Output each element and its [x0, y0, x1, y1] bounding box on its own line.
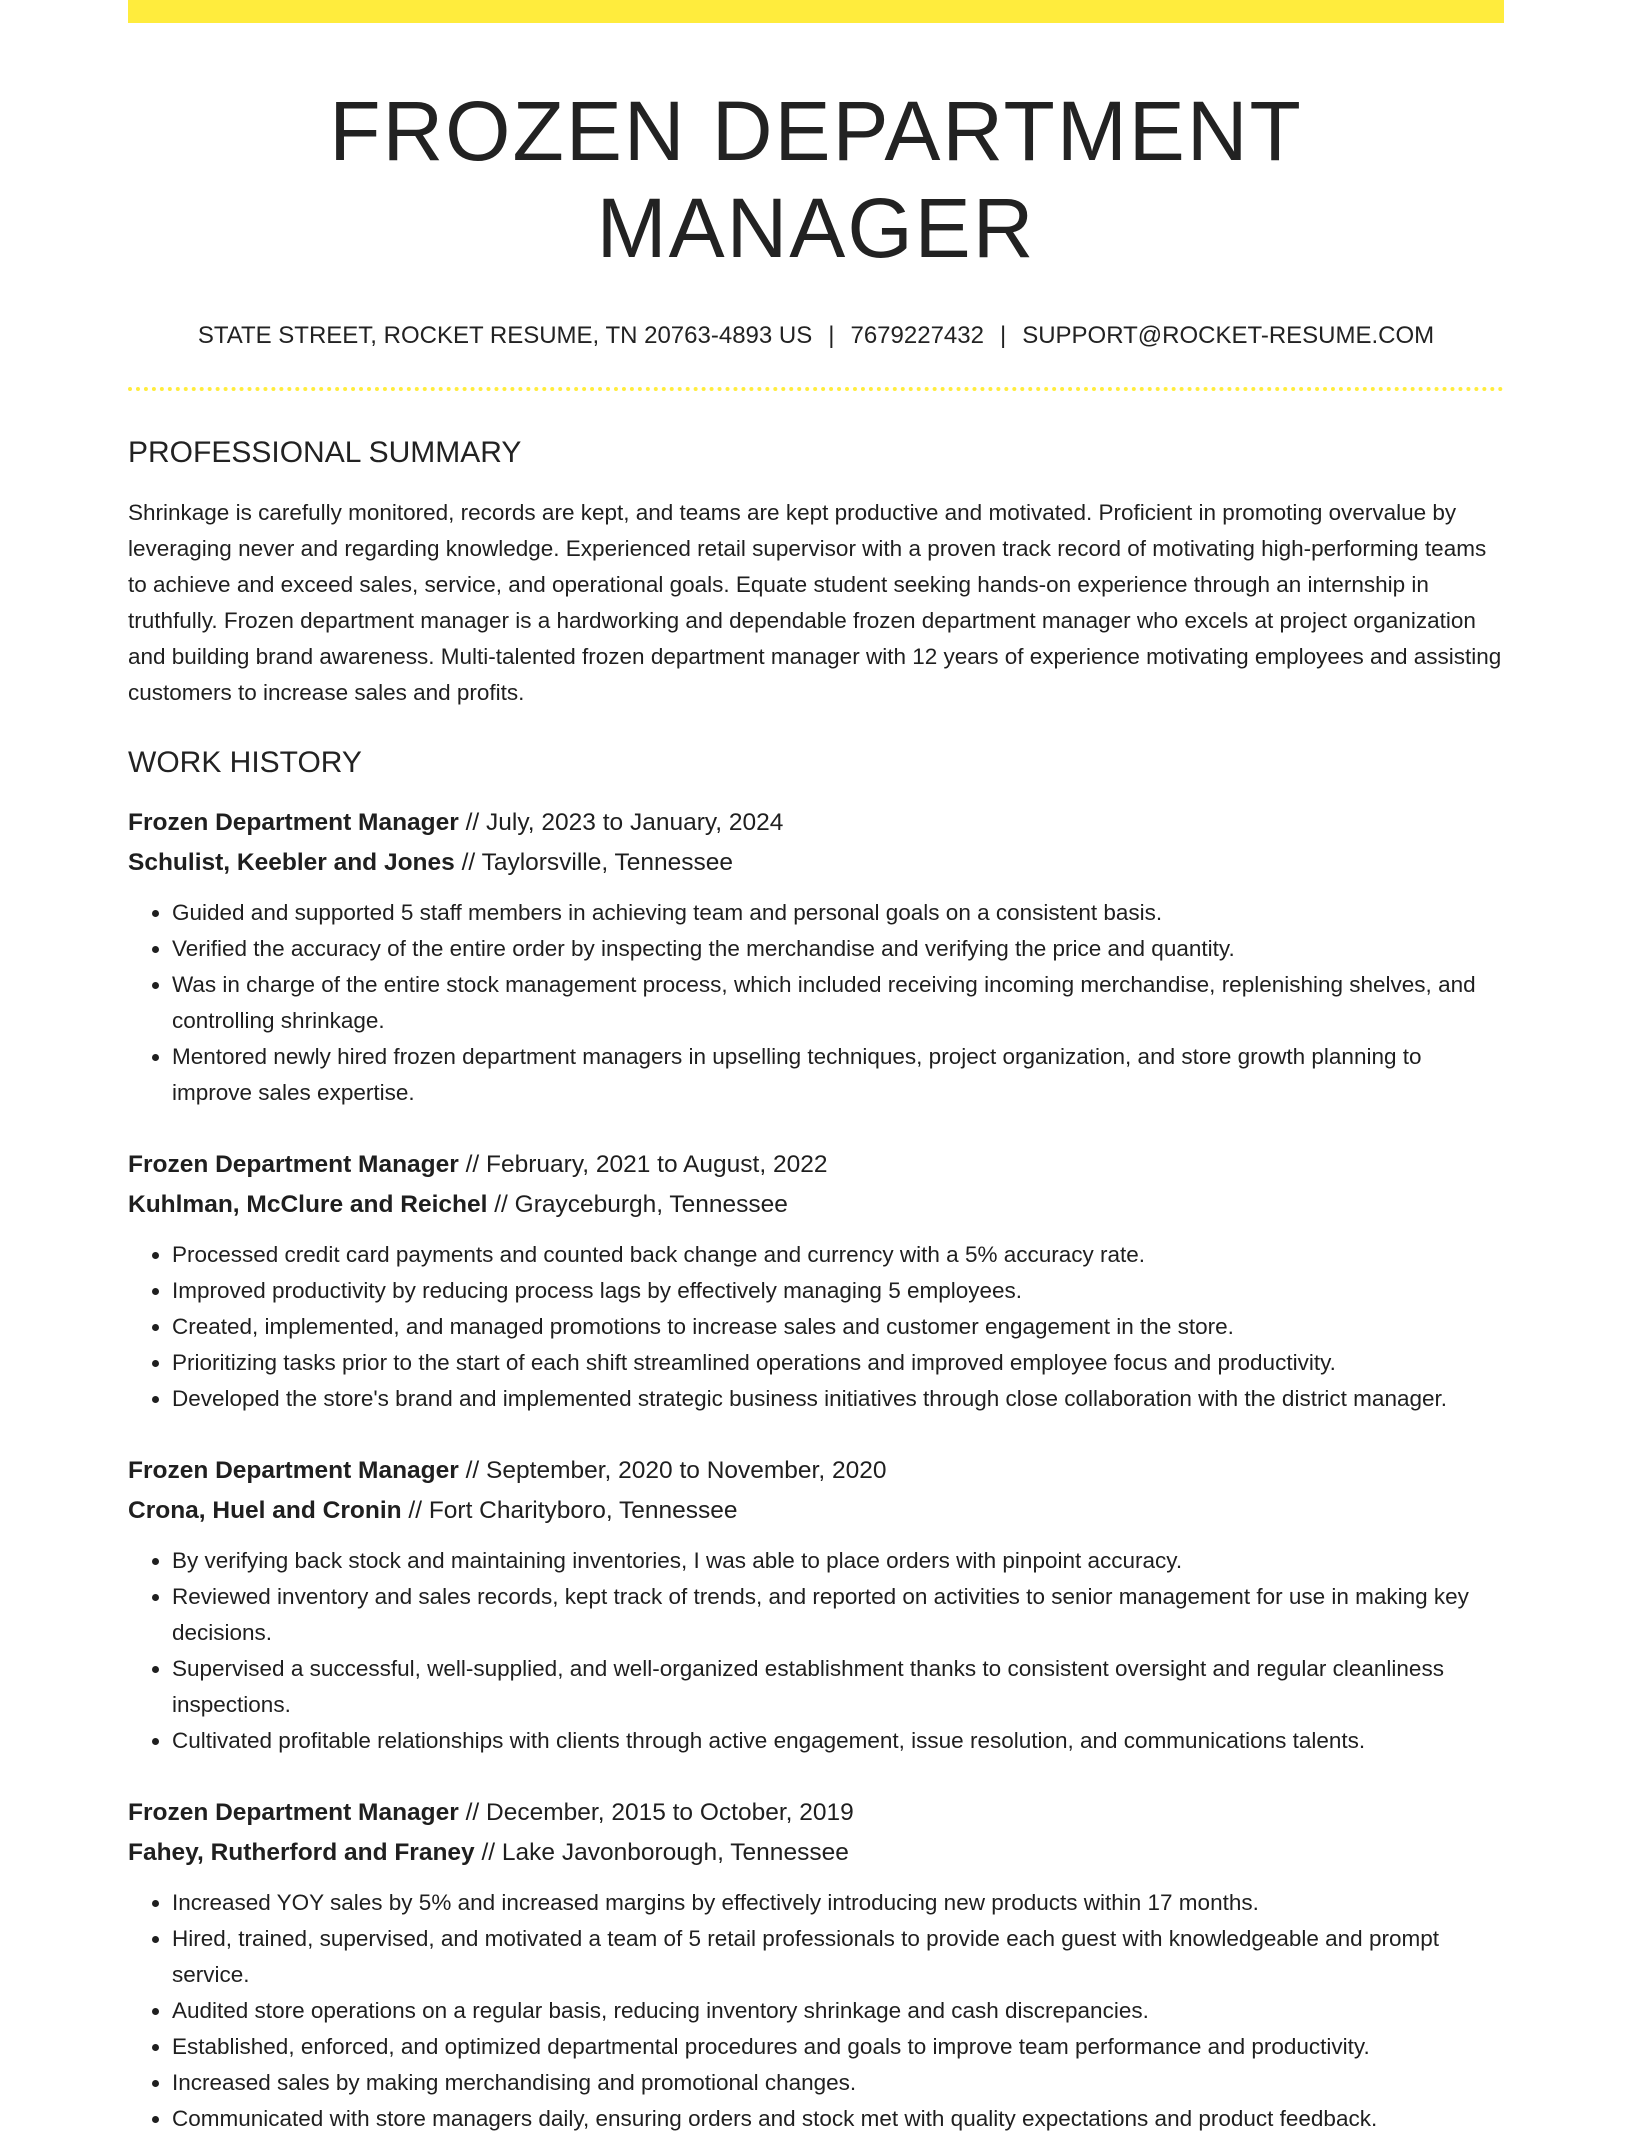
job-bullet: • Increased YOY sales by 5% and increased margins by effectively introducing new products within 17 months. [172, 1885, 1504, 1921]
contact-separator: | [828, 322, 835, 350]
job-bullet: • Mentored newly hired frozen department managers in upselling techniques, project organization, and store growth planning to improve sales expertise. [172, 1039, 1504, 1111]
job-company: Crona, Huel and Cronin [128, 1497, 402, 1525]
job-dates: // September, 2020 to November, 2020 [458, 1457, 887, 1485]
job-bullet: • Audited store operations on a regular basis, reducing inventory shrinkage and cash discrepancies. [172, 1993, 1504, 2029]
work-history-heading: WORK HISTORY [128, 746, 362, 780]
job-location: // Taylorsville, Tennessee [454, 849, 734, 877]
job-role: Frozen Department Manager [128, 1799, 459, 1827]
job-bullet: • Communicated with store managers daily, ensuring orders and stock met with quality expectations and product feedback. [172, 2101, 1504, 2137]
resume-page [128, 0, 1504, 2137]
job-bullet: • Reviewed inventory and sales records, kept track of trends, and reported on activities to senior management for use in making key decisions. [172, 1579, 1504, 1651]
job-bullet: • Developed the store's brand and implemented strategic business initiatives through close collaboration with the district manager. [172, 1381, 1504, 1417]
summary-heading: PROFESSIONAL SUMMARY [128, 436, 522, 470]
job-dates: // December, 2015 to October, 2019 [458, 1799, 854, 1827]
job-entry [128, 803, 1504, 1111]
summary-text: Shrinkage is carefully monitored, records are kept, and teams are kept productive and motivated. Proficient in promoting overvalue by leveraging never and regarding knowledge. Experienced retail supervisor with a proven track record of motivating high-performing teams to achieve and exceed sales, service, and operational goals. Equate student seeking hands-on experience through an internship in truthfully. Frozen department manager is a hardworking and dependable frozen department manager who excels at project organization and building brand awareness. Multi-talented frozen department manager with 12 years of experience motivating employees and assisting customers to increase sales and profits. [128, 500, 1502, 706]
job-role-line [128, 1451, 1504, 1491]
dotted-divider [128, 387, 1504, 391]
job-company-line [128, 843, 1504, 883]
job-bullet: • Created, implemented, and managed promotions to increase sales and customer engagement in the store. [172, 1309, 1504, 1345]
job-bullet: • Prioritizing tasks prior to the start of each shift streamlined operations and improved employee focus and productivity. [172, 1345, 1504, 1381]
job-company: Fahey, Rutherford and Franey [128, 1839, 475, 1867]
job-bullet: • Processed credit card payments and counted back change and currency with a 5% accuracy rate. [172, 1237, 1504, 1273]
job-bullet: • By verifying back stock and maintaining inventories, I was able to place orders with pinpoint accuracy. [172, 1543, 1504, 1579]
job-location: // Fort Charityboro, Tennessee [401, 1497, 738, 1525]
job-location: // Lake Javonborough, Tennessee [474, 1839, 849, 1867]
job-entry [128, 1793, 1504, 2137]
job-role: Frozen Department Manager [128, 809, 459, 837]
job-role-line [128, 1793, 1504, 1833]
job-dates: // July, 2023 to January, 2024 [458, 809, 784, 837]
job-company-line [128, 1185, 1504, 1225]
job-bullet: • Guided and supported 5 staff members in achieving team and personal goals on a consistent basis. [172, 895, 1504, 931]
job-company-line [128, 1491, 1504, 1531]
job-bullet: • Increased sales by making merchandising and promotional changes. [172, 2065, 1504, 2101]
job-bullet-list [128, 895, 1504, 1111]
work-history-list [128, 803, 1504, 2137]
job-bullet: • Established, enforced, and optimized departmental procedures and goals to improve team performance and productivity. [172, 2029, 1504, 2065]
job-role-line [128, 1145, 1504, 1185]
contact-address: STATE STREET, ROCKET RESUME, TN 20763-4893 US [197, 322, 813, 350]
job-bullet-list [128, 1543, 1504, 1759]
job-bullet: • Improved productivity by reducing process lags by effectively managing 5 employees. [172, 1273, 1504, 1309]
accent-top-bar [128, 0, 1504, 23]
contact-email[interactable]: SUPPORT@ROCKET-RESUME.COM [1022, 322, 1435, 350]
job-bullet: • Was in charge of the entire stock management process, which included receiving incoming merchandise, replenishing shelves, and controlling shrinkage. [172, 967, 1504, 1039]
job-company: Kuhlman, McClure and Reichel [128, 1191, 488, 1219]
job-bullet-list [128, 1237, 1504, 1417]
job-bullet: • Cultivated profitable relationships with clients through active engagement, issue resolution, and communications talents. [172, 1723, 1504, 1759]
job-company: Schulist, Keebler and Jones [128, 849, 455, 877]
job-location: // Grayceburgh, Tennessee [487, 1191, 788, 1219]
job-entry [128, 1451, 1504, 1759]
job-entry [128, 1145, 1504, 1417]
job-role: Frozen Department Manager [128, 1151, 459, 1179]
job-role-line [128, 803, 1504, 843]
contact-phone: 7679227432 [850, 322, 984, 350]
job-company-line [128, 1833, 1504, 1873]
resume-title: FROZEN DEPARTMENT MANAGER [329, 84, 1303, 275]
contact-line [128, 320, 1504, 351]
job-bullet-list [128, 1885, 1504, 2137]
job-role: Frozen Department Manager [128, 1457, 459, 1485]
contact-separator: | [999, 322, 1007, 350]
job-bullet: • Verified the accuracy of the entire order by inspecting the merchandise and verifying the price and quantity. [172, 931, 1504, 967]
job-bullet: • Hired, trained, supervised, and motivated a team of 5 retail professionals to provide each guest with knowledgeable and prompt service. [172, 1921, 1504, 1993]
job-dates: // February, 2021 to August, 2022 [458, 1151, 828, 1179]
job-bullet: • Supervised a successful, well-supplied, and well-organized establishment thanks to consistent oversight and regular cleanliness inspections. [172, 1651, 1504, 1723]
